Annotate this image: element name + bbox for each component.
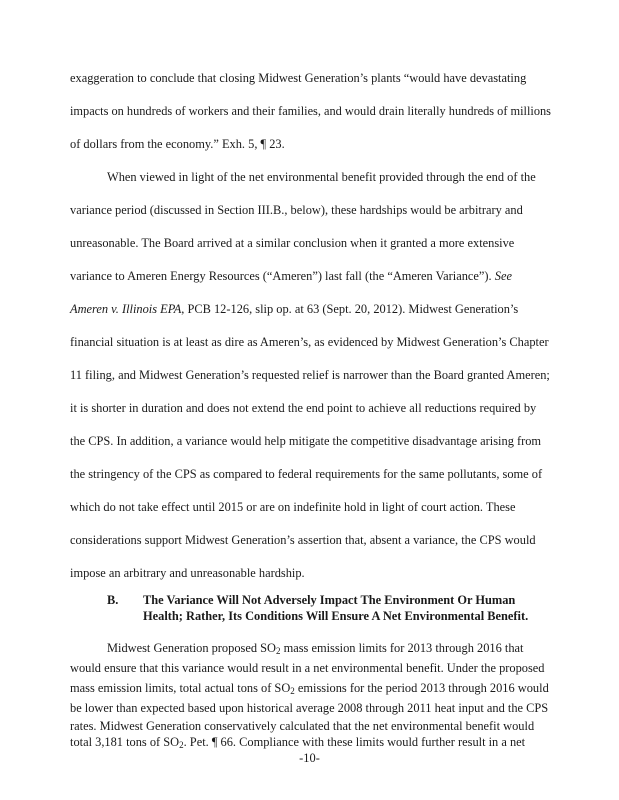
text-line-content: exaggeration to conclude that closing Midwest Generation’s plants “would have devastating xyxy=(70,71,527,85)
case-name: Ameren v. Illinois EPA xyxy=(70,302,182,316)
text-line xyxy=(70,499,550,515)
page-number: -10- xyxy=(299,751,320,765)
text-segment: Midwest Generation proposed SO xyxy=(107,641,276,655)
text-line-content: unreasonable. The Board arrived at a similar conclusion when it granted a more extensive xyxy=(70,236,515,250)
text-line xyxy=(70,532,550,548)
text-line xyxy=(70,400,550,416)
subscript: 2 xyxy=(179,740,184,750)
text-line xyxy=(70,334,550,350)
text-line-content xyxy=(70,680,549,696)
text-line-content: impacts on hundreds of workers and their families, and would drain literally hundreds of millions xyxy=(70,104,551,118)
text-segment: , PCB 12-126, slip op. at 63 (Sept. 20, 2012). Midwest Generation’s xyxy=(181,302,519,316)
text-line-content: When viewed in light of the net environmental benefit provided through the end of the xyxy=(107,170,536,184)
text-line xyxy=(70,70,550,86)
text-line xyxy=(70,718,550,734)
text-segment: variance to Ameren Energy Resources (“Ameren”) last fall (the “Ameren Variance”). xyxy=(70,269,495,283)
text-line xyxy=(70,103,550,119)
text-line xyxy=(70,433,550,449)
text-line-content: variance period (discussed in Section III.B., below), these hardships would be arbitrary and xyxy=(70,203,523,217)
text-line-content: would ensure that this variance would result in a net environmental benefit. Under the proposed xyxy=(70,661,545,675)
text-segment: mass emission limits for 2013 through 2016 that xyxy=(280,641,524,655)
text-line xyxy=(70,268,550,284)
text-line xyxy=(70,235,550,251)
text-line-content: 11 filing, and Midwest Generation’s requested relief is narrower than the Board granted Ameren; xyxy=(70,368,550,382)
text-line-content xyxy=(107,640,523,656)
text-line-content xyxy=(70,734,525,750)
text-line-content: which do not take effect until 2015 or are on indefinite hold in light of court action. These xyxy=(70,500,516,514)
text-line xyxy=(70,202,550,218)
text-segment: . Pet. ¶ 66. Compliance with these limits would further result in a net xyxy=(183,735,526,749)
text-line xyxy=(70,734,550,750)
text-line xyxy=(70,466,550,482)
text-line-content: impose an arbitrary and unreasonable hardship. xyxy=(70,566,305,580)
text-line xyxy=(70,565,550,581)
text-line xyxy=(70,301,550,317)
text-segment: mass emission limits, total actual tons of SO xyxy=(70,681,291,695)
section-heading-line: The Variance Will Not Adversely Impact The Environment Or Human xyxy=(143,593,516,607)
text-line xyxy=(107,169,587,185)
text-line xyxy=(107,640,587,656)
citation-signal: See xyxy=(494,269,512,283)
text-line xyxy=(70,680,550,696)
subscript: 2 xyxy=(290,686,295,696)
text-line-content: it is shorter in duration and does not extend the end point to achieve all reductions required by xyxy=(70,401,537,415)
text-line-content: of dollars from the economy.” Exh. 5, ¶ 23. xyxy=(70,137,285,151)
text-line-content: the stringency of the CPS as compared to federal requirements for the same pollutants, some of xyxy=(70,467,543,481)
text-line-content: considerations support Midwest Generation’s assertion that, absent a variance, the CPS would xyxy=(70,533,536,547)
text-line-content: the CPS. In addition, a variance would help mitigate the competitive disadvantage arising from xyxy=(70,434,542,448)
text-line xyxy=(70,136,550,152)
text-segment: emissions for the period 2013 through 2016 would xyxy=(294,681,549,695)
text-line xyxy=(70,700,550,716)
text-line xyxy=(70,660,550,676)
text-line-content xyxy=(70,268,512,284)
section-label: B. xyxy=(107,593,119,607)
text-line-content xyxy=(70,301,518,317)
section-heading xyxy=(143,608,528,624)
subscript: 2 xyxy=(275,646,281,656)
text-line-content: rates. Midwest Generation conservatively calculated that the net environmental benefit would xyxy=(70,719,535,733)
section-heading-line: Health; Rather, Its Conditions Will Ensure A Net Environmental Benefit. xyxy=(143,609,529,623)
text-segment: total 3,181 tons of SO xyxy=(70,735,180,749)
text-line-content: be lower than expected based upon historical average 2008 through 2011 heat input and the CPS xyxy=(70,701,549,715)
text-line-content: financial situation is at least as dire as Ameren’s, as evidenced by Midwest Generation’s Chapter xyxy=(70,335,549,349)
text-line xyxy=(70,367,550,383)
section-heading xyxy=(143,592,515,608)
